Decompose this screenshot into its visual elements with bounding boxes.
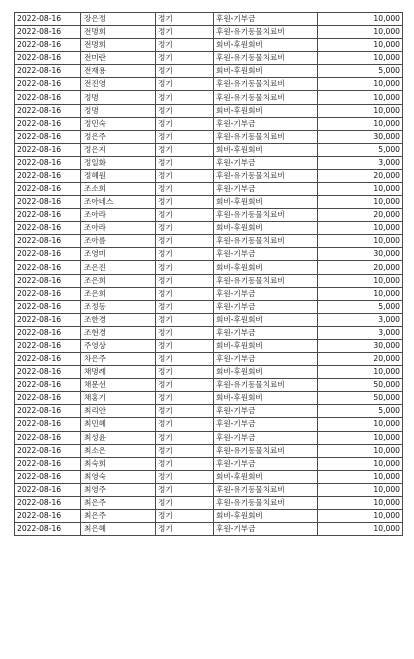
cell-category: 후원-유기동물치료비 bbox=[214, 379, 318, 392]
table-row bbox=[15, 287, 403, 300]
table-row bbox=[15, 196, 403, 209]
cell-category: 후원-유기동물치료비 bbox=[214, 496, 318, 509]
cell-payment-type: 정기 bbox=[156, 313, 214, 326]
cell-category: 후원-유기동물치료비 bbox=[214, 169, 318, 182]
cell-date: 2022-08-16 bbox=[15, 287, 81, 300]
cell-date: 2022-08-16 bbox=[15, 379, 81, 392]
cell-category: 회비-후원회비 bbox=[214, 366, 318, 379]
cell-donor-name: 최영주 bbox=[81, 483, 156, 496]
table-row bbox=[15, 156, 403, 169]
cell-amount: 5,000 bbox=[318, 405, 403, 418]
cell-amount: 10,000 bbox=[318, 444, 403, 457]
cell-date: 2022-08-16 bbox=[15, 300, 81, 313]
cell-category: 후원-기부금 bbox=[214, 353, 318, 366]
table-row bbox=[15, 483, 403, 496]
cell-date: 2022-08-16 bbox=[15, 117, 81, 130]
table-row bbox=[15, 104, 403, 117]
cell-payment-type: 정기 bbox=[156, 13, 214, 26]
cell-donor-name: 정은지 bbox=[81, 143, 156, 156]
cell-date: 2022-08-16 bbox=[15, 143, 81, 156]
cell-payment-type: 정기 bbox=[156, 91, 214, 104]
cell-donor-name: 조소희 bbox=[81, 183, 156, 196]
ledger-body bbox=[15, 13, 403, 536]
cell-date: 2022-08-16 bbox=[15, 26, 81, 39]
cell-donor-name: 최소은 bbox=[81, 444, 156, 457]
cell-category: 회비-후원회비 bbox=[214, 196, 318, 209]
cell-payment-type: 정기 bbox=[156, 287, 214, 300]
cell-amount: 10,000 bbox=[318, 78, 403, 91]
cell-category: 회비-후원회비 bbox=[214, 470, 318, 483]
cell-date: 2022-08-16 bbox=[15, 457, 81, 470]
table-row bbox=[15, 431, 403, 444]
table-row bbox=[15, 26, 403, 39]
cell-amount: 10,000 bbox=[318, 496, 403, 509]
cell-category: 회비-후원회비 bbox=[214, 222, 318, 235]
cell-payment-type: 정기 bbox=[156, 130, 214, 143]
cell-category: 후원-유기동물치료비 bbox=[214, 91, 318, 104]
cell-category: 후원-기부금 bbox=[214, 405, 318, 418]
cell-category: 회비-후원회비 bbox=[214, 143, 318, 156]
cell-donor-name: 조은진 bbox=[81, 261, 156, 274]
cell-donor-name: 전재용 bbox=[81, 65, 156, 78]
cell-payment-type: 정기 bbox=[156, 26, 214, 39]
cell-date: 2022-08-16 bbox=[15, 156, 81, 169]
cell-category: 후원-기부금 bbox=[214, 117, 318, 130]
cell-donor-name: 전진영 bbox=[81, 78, 156, 91]
cell-payment-type: 정기 bbox=[156, 496, 214, 509]
cell-category: 회비-후원회비 bbox=[214, 509, 318, 522]
cell-donor-name: 정일화 bbox=[81, 156, 156, 169]
cell-date: 2022-08-16 bbox=[15, 209, 81, 222]
cell-date: 2022-08-16 bbox=[15, 91, 81, 104]
table-row bbox=[15, 117, 403, 130]
cell-category: 후원-기부금 bbox=[214, 13, 318, 26]
cell-payment-type: 정기 bbox=[156, 326, 214, 339]
cell-donor-name: 조은희 bbox=[81, 287, 156, 300]
cell-date: 2022-08-16 bbox=[15, 431, 81, 444]
cell-donor-name: 채문선 bbox=[81, 379, 156, 392]
cell-payment-type: 정기 bbox=[156, 300, 214, 313]
cell-donor-name: 조정동 bbox=[81, 300, 156, 313]
cell-category: 회비-후원회비 bbox=[214, 261, 318, 274]
cell-amount: 10,000 bbox=[318, 483, 403, 496]
cell-date: 2022-08-16 bbox=[15, 39, 81, 52]
cell-category: 후원-유기동물치료비 bbox=[214, 26, 318, 39]
table-row bbox=[15, 13, 403, 26]
cell-date: 2022-08-16 bbox=[15, 444, 81, 457]
cell-donor-name: 최영숙 bbox=[81, 470, 156, 483]
cell-donor-name: 조아라 bbox=[81, 209, 156, 222]
cell-date: 2022-08-16 bbox=[15, 65, 81, 78]
cell-date: 2022-08-16 bbox=[15, 169, 81, 182]
cell-payment-type: 정기 bbox=[156, 470, 214, 483]
cell-donor-name: 최민혜 bbox=[81, 418, 156, 431]
table-row bbox=[15, 209, 403, 222]
cell-donor-name: 정민숙 bbox=[81, 117, 156, 130]
cell-date: 2022-08-16 bbox=[15, 52, 81, 65]
cell-amount: 10,000 bbox=[318, 13, 403, 26]
cell-donor-name: 조아네스 bbox=[81, 196, 156, 209]
cell-payment-type: 정기 bbox=[156, 353, 214, 366]
cell-amount: 20,000 bbox=[318, 353, 403, 366]
cell-amount: 10,000 bbox=[318, 222, 403, 235]
cell-payment-type: 정기 bbox=[156, 39, 214, 52]
cell-category: 회비-후원회비 bbox=[214, 392, 318, 405]
cell-payment-type: 정기 bbox=[156, 483, 214, 496]
cell-payment-type: 정기 bbox=[156, 104, 214, 117]
cell-amount: 50,000 bbox=[318, 392, 403, 405]
table-row bbox=[15, 353, 403, 366]
cell-amount: 30,000 bbox=[318, 248, 403, 261]
cell-amount: 20,000 bbox=[318, 209, 403, 222]
cell-category: 회비-후원회비 bbox=[214, 65, 318, 78]
table-row bbox=[15, 91, 403, 104]
cell-donor-name: 최은주 bbox=[81, 496, 156, 509]
cell-donor-name: 정명 bbox=[81, 91, 156, 104]
table-row bbox=[15, 509, 403, 522]
table-row bbox=[15, 65, 403, 78]
cell-date: 2022-08-16 bbox=[15, 353, 81, 366]
cell-amount: 10,000 bbox=[318, 366, 403, 379]
table-row bbox=[15, 523, 403, 536]
cell-donor-name: 채명례 bbox=[81, 366, 156, 379]
cell-donor-name: 조한경 bbox=[81, 313, 156, 326]
cell-amount: 10,000 bbox=[318, 274, 403, 287]
cell-category: 후원-기부금 bbox=[214, 457, 318, 470]
cell-date: 2022-08-16 bbox=[15, 405, 81, 418]
cell-payment-type: 정기 bbox=[156, 366, 214, 379]
cell-donor-name: 전명희 bbox=[81, 26, 156, 39]
cell-amount: 10,000 bbox=[318, 457, 403, 470]
cell-date: 2022-08-16 bbox=[15, 196, 81, 209]
cell-date: 2022-08-16 bbox=[15, 248, 81, 261]
cell-category: 회비-후원회비 bbox=[214, 313, 318, 326]
table-row bbox=[15, 405, 403, 418]
table-row bbox=[15, 248, 403, 261]
cell-donor-name: 장은정 bbox=[81, 13, 156, 26]
cell-category: 회비-후원회비 bbox=[214, 339, 318, 352]
cell-date: 2022-08-16 bbox=[15, 523, 81, 536]
cell-amount: 10,000 bbox=[318, 104, 403, 117]
cell-category: 회비-후원회비 bbox=[214, 104, 318, 117]
cell-category: 후원-유기동물치료비 bbox=[214, 130, 318, 143]
cell-date: 2022-08-16 bbox=[15, 261, 81, 274]
cell-date: 2022-08-16 bbox=[15, 222, 81, 235]
cell-date: 2022-08-16 bbox=[15, 509, 81, 522]
cell-amount: 10,000 bbox=[318, 470, 403, 483]
cell-donor-name: 최은주 bbox=[81, 509, 156, 522]
table-row bbox=[15, 313, 403, 326]
cell-amount: 10,000 bbox=[318, 235, 403, 248]
cell-category: 후원-유기동물치료비 bbox=[214, 52, 318, 65]
cell-payment-type: 정기 bbox=[156, 392, 214, 405]
cell-amount: 3,000 bbox=[318, 326, 403, 339]
cell-category: 후원-기부금 bbox=[214, 326, 318, 339]
table-row bbox=[15, 222, 403, 235]
cell-donor-name: 채홍기 bbox=[81, 392, 156, 405]
cell-category: 후원-기부금 bbox=[214, 300, 318, 313]
cell-payment-type: 정기 bbox=[156, 156, 214, 169]
cell-date: 2022-08-16 bbox=[15, 274, 81, 287]
cell-date: 2022-08-16 bbox=[15, 470, 81, 483]
cell-payment-type: 정기 bbox=[156, 169, 214, 182]
table-row bbox=[15, 143, 403, 156]
cell-payment-type: 정기 bbox=[156, 222, 214, 235]
table-row bbox=[15, 379, 403, 392]
cell-category: 후원-유기동물치료비 bbox=[214, 274, 318, 287]
cell-date: 2022-08-16 bbox=[15, 104, 81, 117]
cell-category: 후원-유기동물치료비 bbox=[214, 444, 318, 457]
cell-donor-name: 최성윤 bbox=[81, 431, 156, 444]
table-row bbox=[15, 130, 403, 143]
cell-donor-name: 정명 bbox=[81, 104, 156, 117]
cell-amount: 10,000 bbox=[318, 52, 403, 65]
table-row bbox=[15, 326, 403, 339]
cell-amount: 10,000 bbox=[318, 431, 403, 444]
cell-category: 후원-유기동물치료비 bbox=[214, 235, 318, 248]
cell-date: 2022-08-16 bbox=[15, 483, 81, 496]
cell-amount: 10,000 bbox=[318, 523, 403, 536]
cell-category: 후원-기부금 bbox=[214, 523, 318, 536]
cell-payment-type: 정기 bbox=[156, 431, 214, 444]
cell-date: 2022-08-16 bbox=[15, 130, 81, 143]
cell-donor-name: 주영상 bbox=[81, 339, 156, 352]
cell-donor-name: 차은주 bbox=[81, 353, 156, 366]
cell-donor-name: 정혜원 bbox=[81, 169, 156, 182]
cell-amount: 10,000 bbox=[318, 26, 403, 39]
cell-amount: 3,000 bbox=[318, 156, 403, 169]
table-row bbox=[15, 52, 403, 65]
cell-amount: 10,000 bbox=[318, 39, 403, 52]
cell-payment-type: 정기 bbox=[156, 405, 214, 418]
cell-payment-type: 정기 bbox=[156, 183, 214, 196]
cell-category: 후원-기부금 bbox=[214, 156, 318, 169]
cell-payment-type: 정기 bbox=[156, 523, 214, 536]
cell-donor-name: 정은주 bbox=[81, 130, 156, 143]
cell-payment-type: 정기 bbox=[156, 209, 214, 222]
cell-payment-type: 정기 bbox=[156, 274, 214, 287]
cell-date: 2022-08-16 bbox=[15, 418, 81, 431]
cell-amount: 10,000 bbox=[318, 117, 403, 130]
cell-date: 2022-08-16 bbox=[15, 339, 81, 352]
cell-amount: 10,000 bbox=[318, 509, 403, 522]
cell-date: 2022-08-16 bbox=[15, 235, 81, 248]
cell-donor-name: 조아라 bbox=[81, 222, 156, 235]
cell-amount: 3,000 bbox=[318, 313, 403, 326]
cell-category: 후원-유기동물치료비 bbox=[214, 483, 318, 496]
cell-date: 2022-08-16 bbox=[15, 496, 81, 509]
cell-category: 후원-기부금 bbox=[214, 287, 318, 300]
cell-donor-name: 전미란 bbox=[81, 52, 156, 65]
cell-payment-type: 정기 bbox=[156, 457, 214, 470]
cell-category: 후원-기부금 bbox=[214, 183, 318, 196]
cell-payment-type: 정기 bbox=[156, 339, 214, 352]
cell-date: 2022-08-16 bbox=[15, 183, 81, 196]
cell-amount: 10,000 bbox=[318, 196, 403, 209]
cell-amount: 20,000 bbox=[318, 261, 403, 274]
table-row bbox=[15, 183, 403, 196]
cell-amount: 30,000 bbox=[318, 130, 403, 143]
cell-payment-type: 정기 bbox=[156, 65, 214, 78]
cell-amount: 5,000 bbox=[318, 300, 403, 313]
cell-donor-name: 조은희 bbox=[81, 274, 156, 287]
table-row bbox=[15, 418, 403, 431]
cell-amount: 5,000 bbox=[318, 143, 403, 156]
cell-payment-type: 정기 bbox=[156, 78, 214, 91]
table-row bbox=[15, 366, 403, 379]
cell-category: 후원-유기동물치료비 bbox=[214, 78, 318, 91]
cell-payment-type: 정기 bbox=[156, 261, 214, 274]
table-row bbox=[15, 457, 403, 470]
table-row bbox=[15, 300, 403, 313]
cell-amount: 10,000 bbox=[318, 183, 403, 196]
cell-amount: 10,000 bbox=[318, 287, 403, 300]
cell-payment-type: 정기 bbox=[156, 196, 214, 209]
cell-amount: 30,000 bbox=[318, 339, 403, 352]
cell-donor-name: 전명희 bbox=[81, 39, 156, 52]
cell-amount: 50,000 bbox=[318, 379, 403, 392]
cell-donor-name: 조현경 bbox=[81, 326, 156, 339]
cell-date: 2022-08-16 bbox=[15, 392, 81, 405]
cell-date: 2022-08-16 bbox=[15, 78, 81, 91]
table-row bbox=[15, 78, 403, 91]
cell-date: 2022-08-16 bbox=[15, 366, 81, 379]
cell-amount: 10,000 bbox=[318, 91, 403, 104]
table-row bbox=[15, 235, 403, 248]
cell-payment-type: 정기 bbox=[156, 52, 214, 65]
cell-payment-type: 정기 bbox=[156, 117, 214, 130]
cell-payment-type: 정기 bbox=[156, 379, 214, 392]
table-row bbox=[15, 470, 403, 483]
cell-date: 2022-08-16 bbox=[15, 313, 81, 326]
cell-payment-type: 정기 bbox=[156, 143, 214, 156]
cell-payment-type: 정기 bbox=[156, 235, 214, 248]
cell-amount: 5,000 bbox=[318, 65, 403, 78]
cell-category: 후원-기부금 bbox=[214, 418, 318, 431]
cell-payment-type: 정기 bbox=[156, 418, 214, 431]
cell-amount: 20,000 bbox=[318, 169, 403, 182]
cell-date: 2022-08-16 bbox=[15, 13, 81, 26]
table-row bbox=[15, 444, 403, 457]
table-row bbox=[15, 39, 403, 52]
cell-payment-type: 정기 bbox=[156, 509, 214, 522]
table-row bbox=[15, 392, 403, 405]
cell-donor-name: 최숙희 bbox=[81, 457, 156, 470]
cell-payment-type: 정기 bbox=[156, 444, 214, 457]
table-row bbox=[15, 274, 403, 287]
cell-payment-type: 정기 bbox=[156, 248, 214, 261]
cell-donor-name: 최리안 bbox=[81, 405, 156, 418]
donation-ledger-table bbox=[14, 12, 403, 536]
cell-donor-name: 조아름 bbox=[81, 235, 156, 248]
cell-donor-name: 조영미 bbox=[81, 248, 156, 261]
cell-amount: 10,000 bbox=[318, 418, 403, 431]
table-row bbox=[15, 339, 403, 352]
table-row bbox=[15, 169, 403, 182]
cell-date: 2022-08-16 bbox=[15, 326, 81, 339]
table-row bbox=[15, 496, 403, 509]
cell-category: 후원-기부금 bbox=[214, 431, 318, 444]
table-row bbox=[15, 261, 403, 274]
cell-category: 후원-유기동물치료비 bbox=[214, 209, 318, 222]
cell-donor-name: 최은혜 bbox=[81, 523, 156, 536]
cell-category: 회비-후원회비 bbox=[214, 39, 318, 52]
cell-category: 후원-기부금 bbox=[214, 248, 318, 261]
